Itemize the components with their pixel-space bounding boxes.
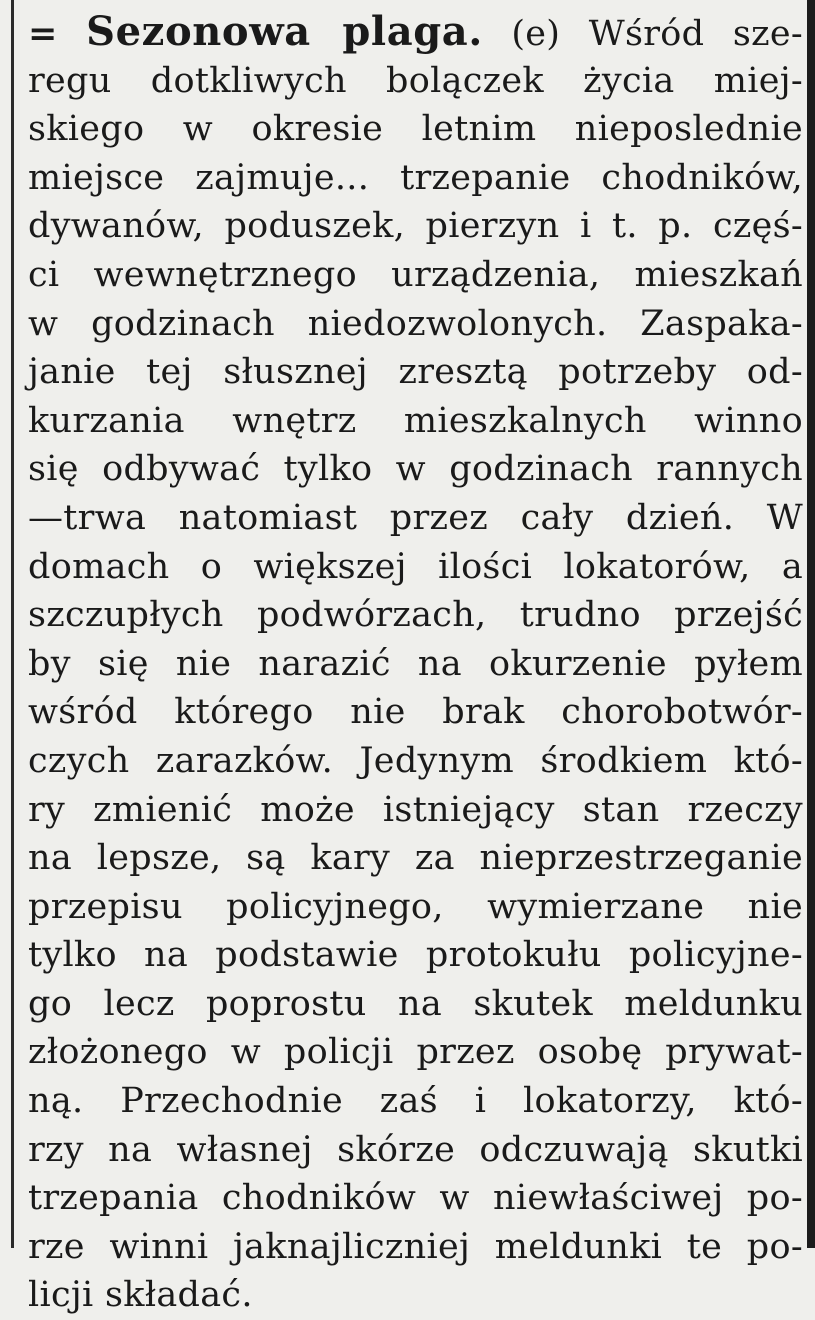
article-line: go lecz poprostu na skutek meldunku [28, 983, 803, 1024]
article-line: w godzinach niedozwolonych. Zaspaka- [28, 303, 803, 344]
column-rule [11, 0, 14, 1248]
article-line: na lepsze, są kary za nieprzestrzeganie [28, 838, 803, 879]
article [28, 8, 803, 1320]
article-line: czych zarazków. Jedynym środkiem któ- [28, 740, 803, 781]
article-line: ną. Przechodnie zaś i lokatorzy, któ- [28, 1081, 803, 1122]
article-line: tylko na podstawie protokułu policyjne- [28, 935, 803, 976]
article-line: regu dotkliwych bolączek życia miej- [28, 60, 803, 101]
lead-mark: = [28, 13, 58, 54]
article-line: —trwa natomiast przez cały dzień. W [28, 497, 803, 538]
article-line: dywanów, poduszek, pierzyn i t. p. częś- [28, 206, 803, 247]
article-line: się odbywać tylko w godzinach rannych [28, 449, 803, 490]
first-line-text: (e) Wśród sze- [511, 14, 803, 54]
article-line: wśród którego nie brak chorobotwór- [28, 692, 803, 733]
article-last-line: licji składać. [28, 1275, 253, 1316]
article-headline: Sezonowa plaga. [86, 8, 483, 55]
article-line: rze winni jaknajliczniej meldunki te po- [28, 1226, 803, 1267]
article-line: miejsce zajmuje... trzepanie chodników, [28, 157, 803, 198]
article-line: przepisu policyjnego, wymierzane nie [28, 886, 803, 927]
article-line: janie tej słusznej zresztą potrzeby od- [28, 352, 803, 393]
article-line: szczupłych podwórzach, trudno przejść [28, 595, 803, 636]
article-line: by się nie narazić na okurzenie pyłem [28, 643, 803, 684]
article-line: ry zmienić może istniejący stan rzeczy [28, 789, 803, 830]
article-line: rzy na własnej skórze odczuwają skutki [28, 1129, 803, 1170]
article-line: skiego w okresie letnim nieposlednie [28, 109, 803, 150]
article-line: złożonego w policji przez osobę prywat- [28, 1032, 803, 1073]
article-line: domach o większej ilości lokatorów, a [28, 546, 803, 587]
article-line: kurzania wnętrz mieszkalnych winno [28, 400, 803, 441]
scan-edge [807, 0, 815, 1248]
article-first-line [28, 8, 803, 57]
article-line: trzepania chodników w niewłaściwej po- [28, 1178, 803, 1219]
article-line: ci wewnętrznego urządzenia, mieszkań [28, 254, 803, 295]
